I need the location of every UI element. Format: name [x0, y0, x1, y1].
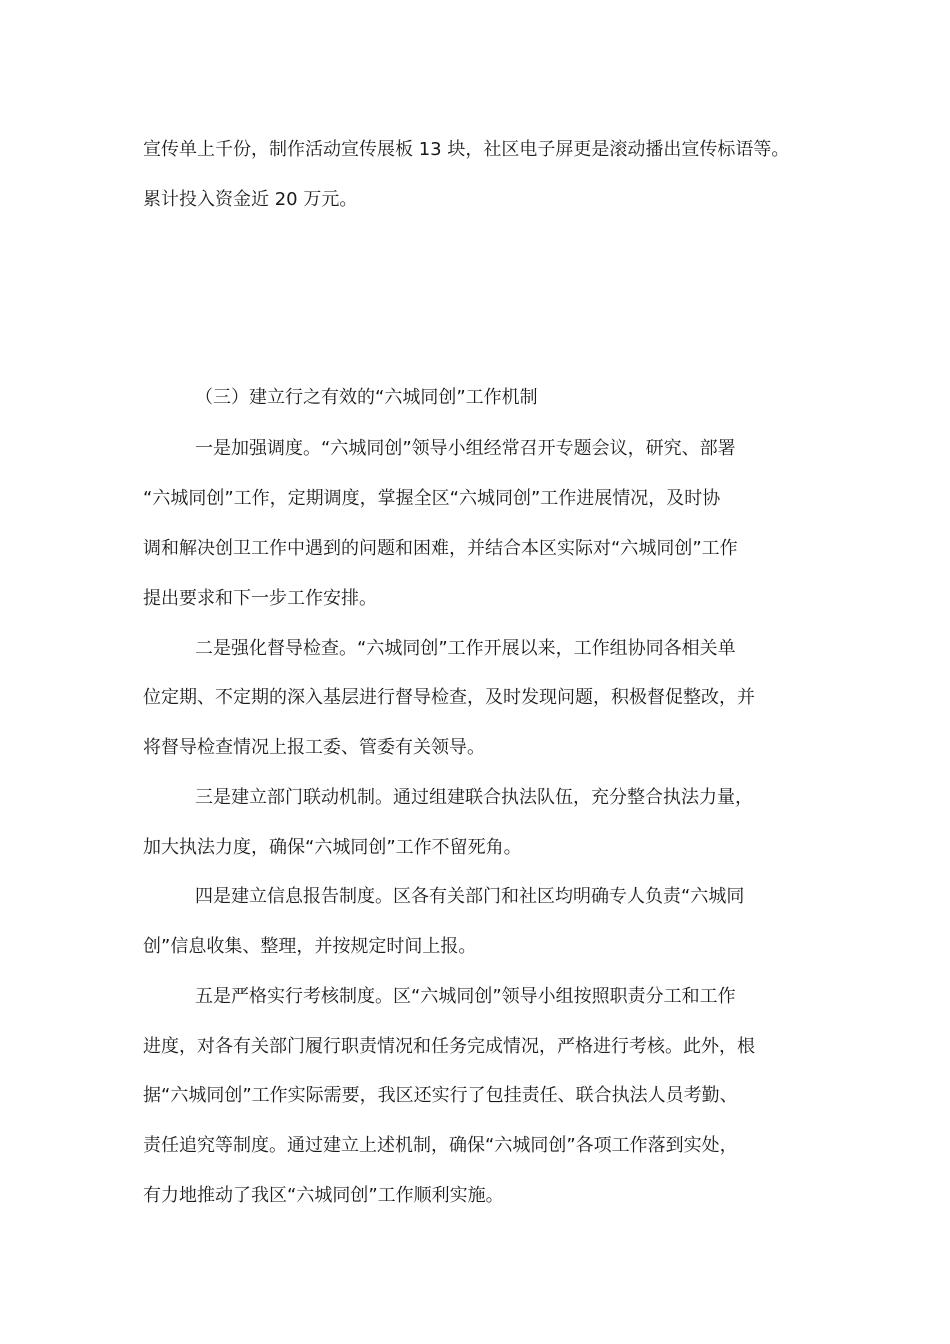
paragraph-5-line-2: 进度，对各有关部门履行职责情况和任务完成情况，严格进行考核。此外，根: [143, 1036, 755, 1057]
paragraph-1-line-1: 一是加强调度。“六城同创”领导小组经常召开专题会议，研究、部署: [195, 438, 736, 459]
paragraph-3-line-1: 三是建立部门联动机制。通过组建联合执法队伍，充分整合执法力量，: [195, 787, 753, 808]
paragraph-3-line-2: 加大执法力度，确保“六城同创”工作不留死角。: [143, 837, 522, 858]
paragraph-5-line-1: 五是严格实行考核制度。区“六城同创”领导小组按照职责分工和工作: [195, 986, 736, 1007]
paragraph-5-line-3: 据“六城同创”工作实际需要，我区还实行了包挂责任、联合执法人员考勤、: [143, 1085, 738, 1106]
paragraph-2-line-2: 位定期、不定期的深入基层进行督导检查，及时发现问题，积极督促整改，并: [143, 687, 755, 708]
paragraph-2-line-3: 将督导检查情况上报工委、管委有关领导。: [143, 737, 485, 758]
paragraph-5-line-5: 有力地推动了我区“六城同创”工作顺利实施。: [143, 1185, 504, 1206]
paragraph-4-line-2: 创”信息收集、整理，并按规定时间上报。: [143, 936, 477, 957]
paragraph-4-line-1: 四是建立信息报告制度。区各有关部门和社区均明确专人负责“六城同: [195, 886, 745, 907]
paragraph-1-line-2: “六城同创”工作，定期调度，掌握全区“六城同创”工作进展情况，及时协: [143, 488, 721, 509]
intro-line-1: 宣传单上千份，制作活动宣传展板 13 块，社区电子屏更是滚动播出宣传标语等。: [143, 139, 790, 160]
paragraph-1-line-4: 提出要求和下一步工作安排。: [143, 588, 377, 609]
paragraph-1-line-3: 调和解决创卫工作中遇到的问题和困难，并结合本区实际对“六城同创”工作: [143, 538, 738, 559]
intro-line-2: 累计投入资金近 20 万元。: [143, 189, 358, 210]
paragraph-5-line-4: 责任追究等制度。通过建立上述机制，确保“六城同创”各项工作落到实处，: [143, 1135, 738, 1156]
section-heading: （三）建立行之有效的“六城同创”工作机制: [195, 387, 538, 408]
paragraph-2-line-1: 二是强化督导检查。“六城同创”工作开展以来，工作组协同各相关单: [195, 638, 736, 659]
